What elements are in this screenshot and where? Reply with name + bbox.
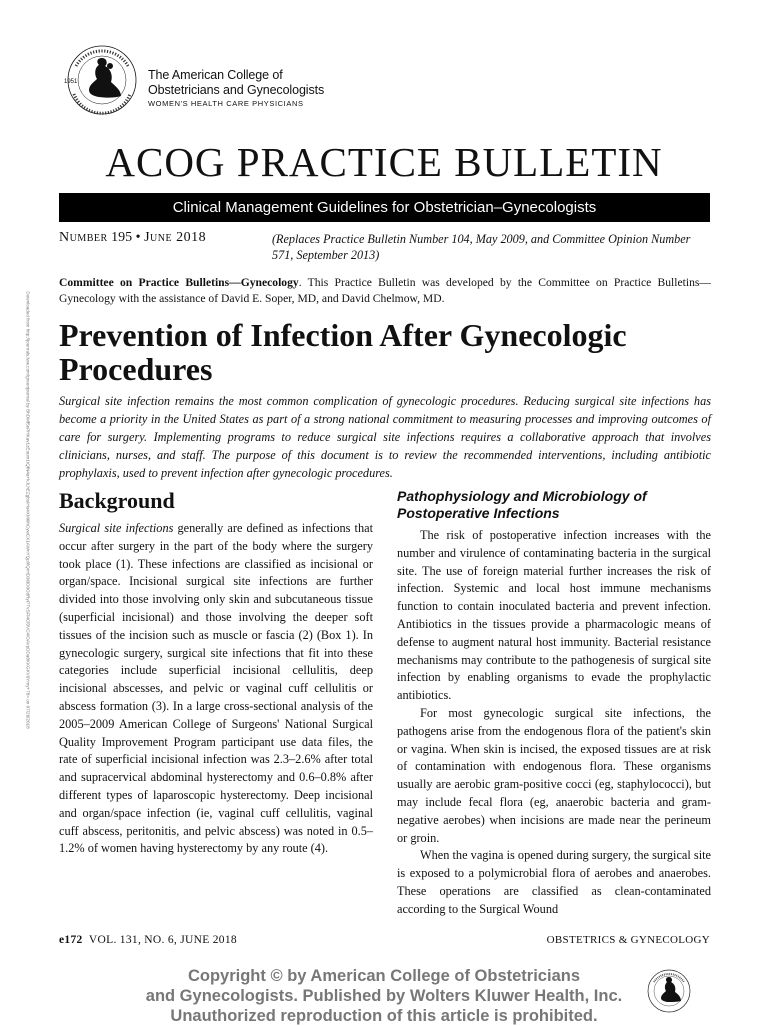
copyright-line1: Copyright © by American College of Obstetricians bbox=[187, 967, 581, 985]
acog-seal-small-logo bbox=[646, 968, 692, 1014]
patho-paragraph-3: When the vagina is opened during surgery, the surgical site is exposed to a polymicrobial flora of aerobes and anaerobes. These operations are classified as clean-contaminated according to the Surgical Wound bbox=[397, 848, 711, 916]
patho-paragraph-1: The risk of postoperative infection increases with the number and virulence of contaminating bacteria in the surgical site. The use of foreign material further increases the risk of infection. Systemic and local host immune mechanisms function to contain inoculated bacteria and prevent infection. Antibiotics in the tissues provide a pharmacologic means of defense to augment natural host immunity. Bacterial resistance mechanisms may contribute to the pathogenesis of surgical site infection by enabling organisms to evade the prophylactic antibiotics. bbox=[397, 528, 711, 703]
pathophysiology-heading: Pathophysiology and Microbiology of Postoperative Infections bbox=[397, 488, 647, 521]
pathophysiology-section bbox=[397, 527, 711, 919]
bulletin-number: 195 bbox=[111, 230, 133, 245]
background-paragraph bbox=[59, 520, 373, 858]
abstract: Surgical site infection remains the most common complication of gynecologic procedures. Reducing surgical site infections has become a priority in the United States as part of a strong national commitment to measuring processes and improving outcomes of care for surgery. Implementing programs to reduce surgical site infections requires a collaborative approach that involves clinicians, nurses, and staff. The purpose of this document is to review the recommended interventions, including antibiotic prophylaxis, used to prevent infection after gynecologic procedures. bbox=[59, 394, 711, 480]
patho-paragraph-2: For most gynecologic surgical site infections, the pathogens arise from the endogenous flora of the patient's skin or vagina. When skin is incised, the exposed tissues are at risk of contamination with endogenous flora. These organisms usually are aerobic gram-positive cocci (eg, staphylococci), but may include fecal flora (eg, anaerobic bacteria and gram-negative aerobes) when incisions are made near the perineum or groin. bbox=[397, 705, 711, 845]
org-name-line2: Obstetricians and Gynecologists bbox=[148, 83, 325, 97]
background-text: generally are defined as infections that occur after surgery in the part of the body where the surgery took place (1). These infections are classified as incisional or organ/space. Incisional surgical site infections are further divided into those involving only skin and subcutaneous tissue (superficial incisional) and those involving the deeper soft tissues of the incision such as muscle or fascia (2) (Box 1). In gynecologic surgery, surgical site infections that fit into these categories include superficial incisional cellulitis, deep incisional abscesses, and pelvic or vaginal cuff cellulitis or abscess formation (3). In a large cross-sectional analysis of the 2005–2009 American College of Surgeons' National Surgical Quality Improvement Program participant use data files, the rate of superficial incisional infection was 2.3–2.6% after total and supracervical abdominal hysterectomy and 0.6–0.8% after different types of laparoscopic hysterectomy. Deep incisional and organ/space infection (ie, vaginal cuff cellulitis, vaginal cuff abscess, peritonitis, and pelvic abscess) was noted in 0.5–1.2% of women having hysterectomy by any route (4). bbox=[59, 521, 373, 856]
committee-text: . This Practice Bulletin was developed by the Committee on Practice Bulletins—Gynecology with the assistance of David E. Soper, MD, and David Chelmow, MD. bbox=[59, 276, 711, 305]
org-name-line1: The American College of bbox=[148, 68, 283, 82]
bulletin-title: ACOG PRACTICE BULLETIN bbox=[105, 139, 663, 185]
background-heading: Background bbox=[59, 488, 175, 513]
download-watermark-text: Downloaded from http://journals.lww.com/greenjournal by BhDMf5ePHKav1zEoum1tQfN4a+kJLhEZgbsIHo4XMi0hCywCX1AWnYQp/IlQrHD3i3D0OdRyi7TvSFl4Cf3VC4/OAVpDDa8KKGKV0Ymy+78= on 07/26/2018 bbox=[25, 291, 31, 729]
committee-name: Committee on Practice Bulletins—Gynecology bbox=[59, 276, 299, 289]
separator-bullet: • bbox=[135, 230, 141, 245]
copyright-line2: and Gynecologists. Published by Wolters Kluwer Health, Inc. bbox=[145, 987, 623, 1005]
issue-date: June 2018 bbox=[144, 230, 207, 245]
journal-name: OBSTETRICS & GYNECOLOGY bbox=[546, 934, 710, 946]
guidelines-banner: Clinical Management Guidelines for Obstetrician–Gynecologists bbox=[59, 193, 710, 222]
volume-info: VOL. 131, NO. 6, JUNE 2018 bbox=[88, 934, 237, 946]
copyright-line3: Unauthorized reproduction of this article is prohibited. bbox=[170, 1007, 598, 1025]
number-label: Number bbox=[59, 230, 108, 245]
background-section bbox=[59, 520, 373, 858]
replaces-note: (Replaces Practice Bulletin Number 104, May 2009, and Committee Opinion Number 571, September 2013) bbox=[272, 232, 691, 262]
committee-note bbox=[59, 275, 711, 307]
background-term: Surgical site infections bbox=[59, 521, 174, 535]
download-watermark bbox=[21, 291, 35, 729]
page-number: e172 bbox=[59, 934, 83, 946]
org-tagline: WOMEN'S HEALTH CARE PHYSICIANS bbox=[148, 99, 304, 108]
seal-year: 1951 bbox=[64, 79, 78, 85]
issue-line bbox=[59, 230, 206, 246]
article-title: Prevention of Infection After Gynecologic Procedures bbox=[59, 317, 627, 387]
org-name-block bbox=[148, 68, 324, 109]
page-footer-left bbox=[59, 934, 237, 946]
